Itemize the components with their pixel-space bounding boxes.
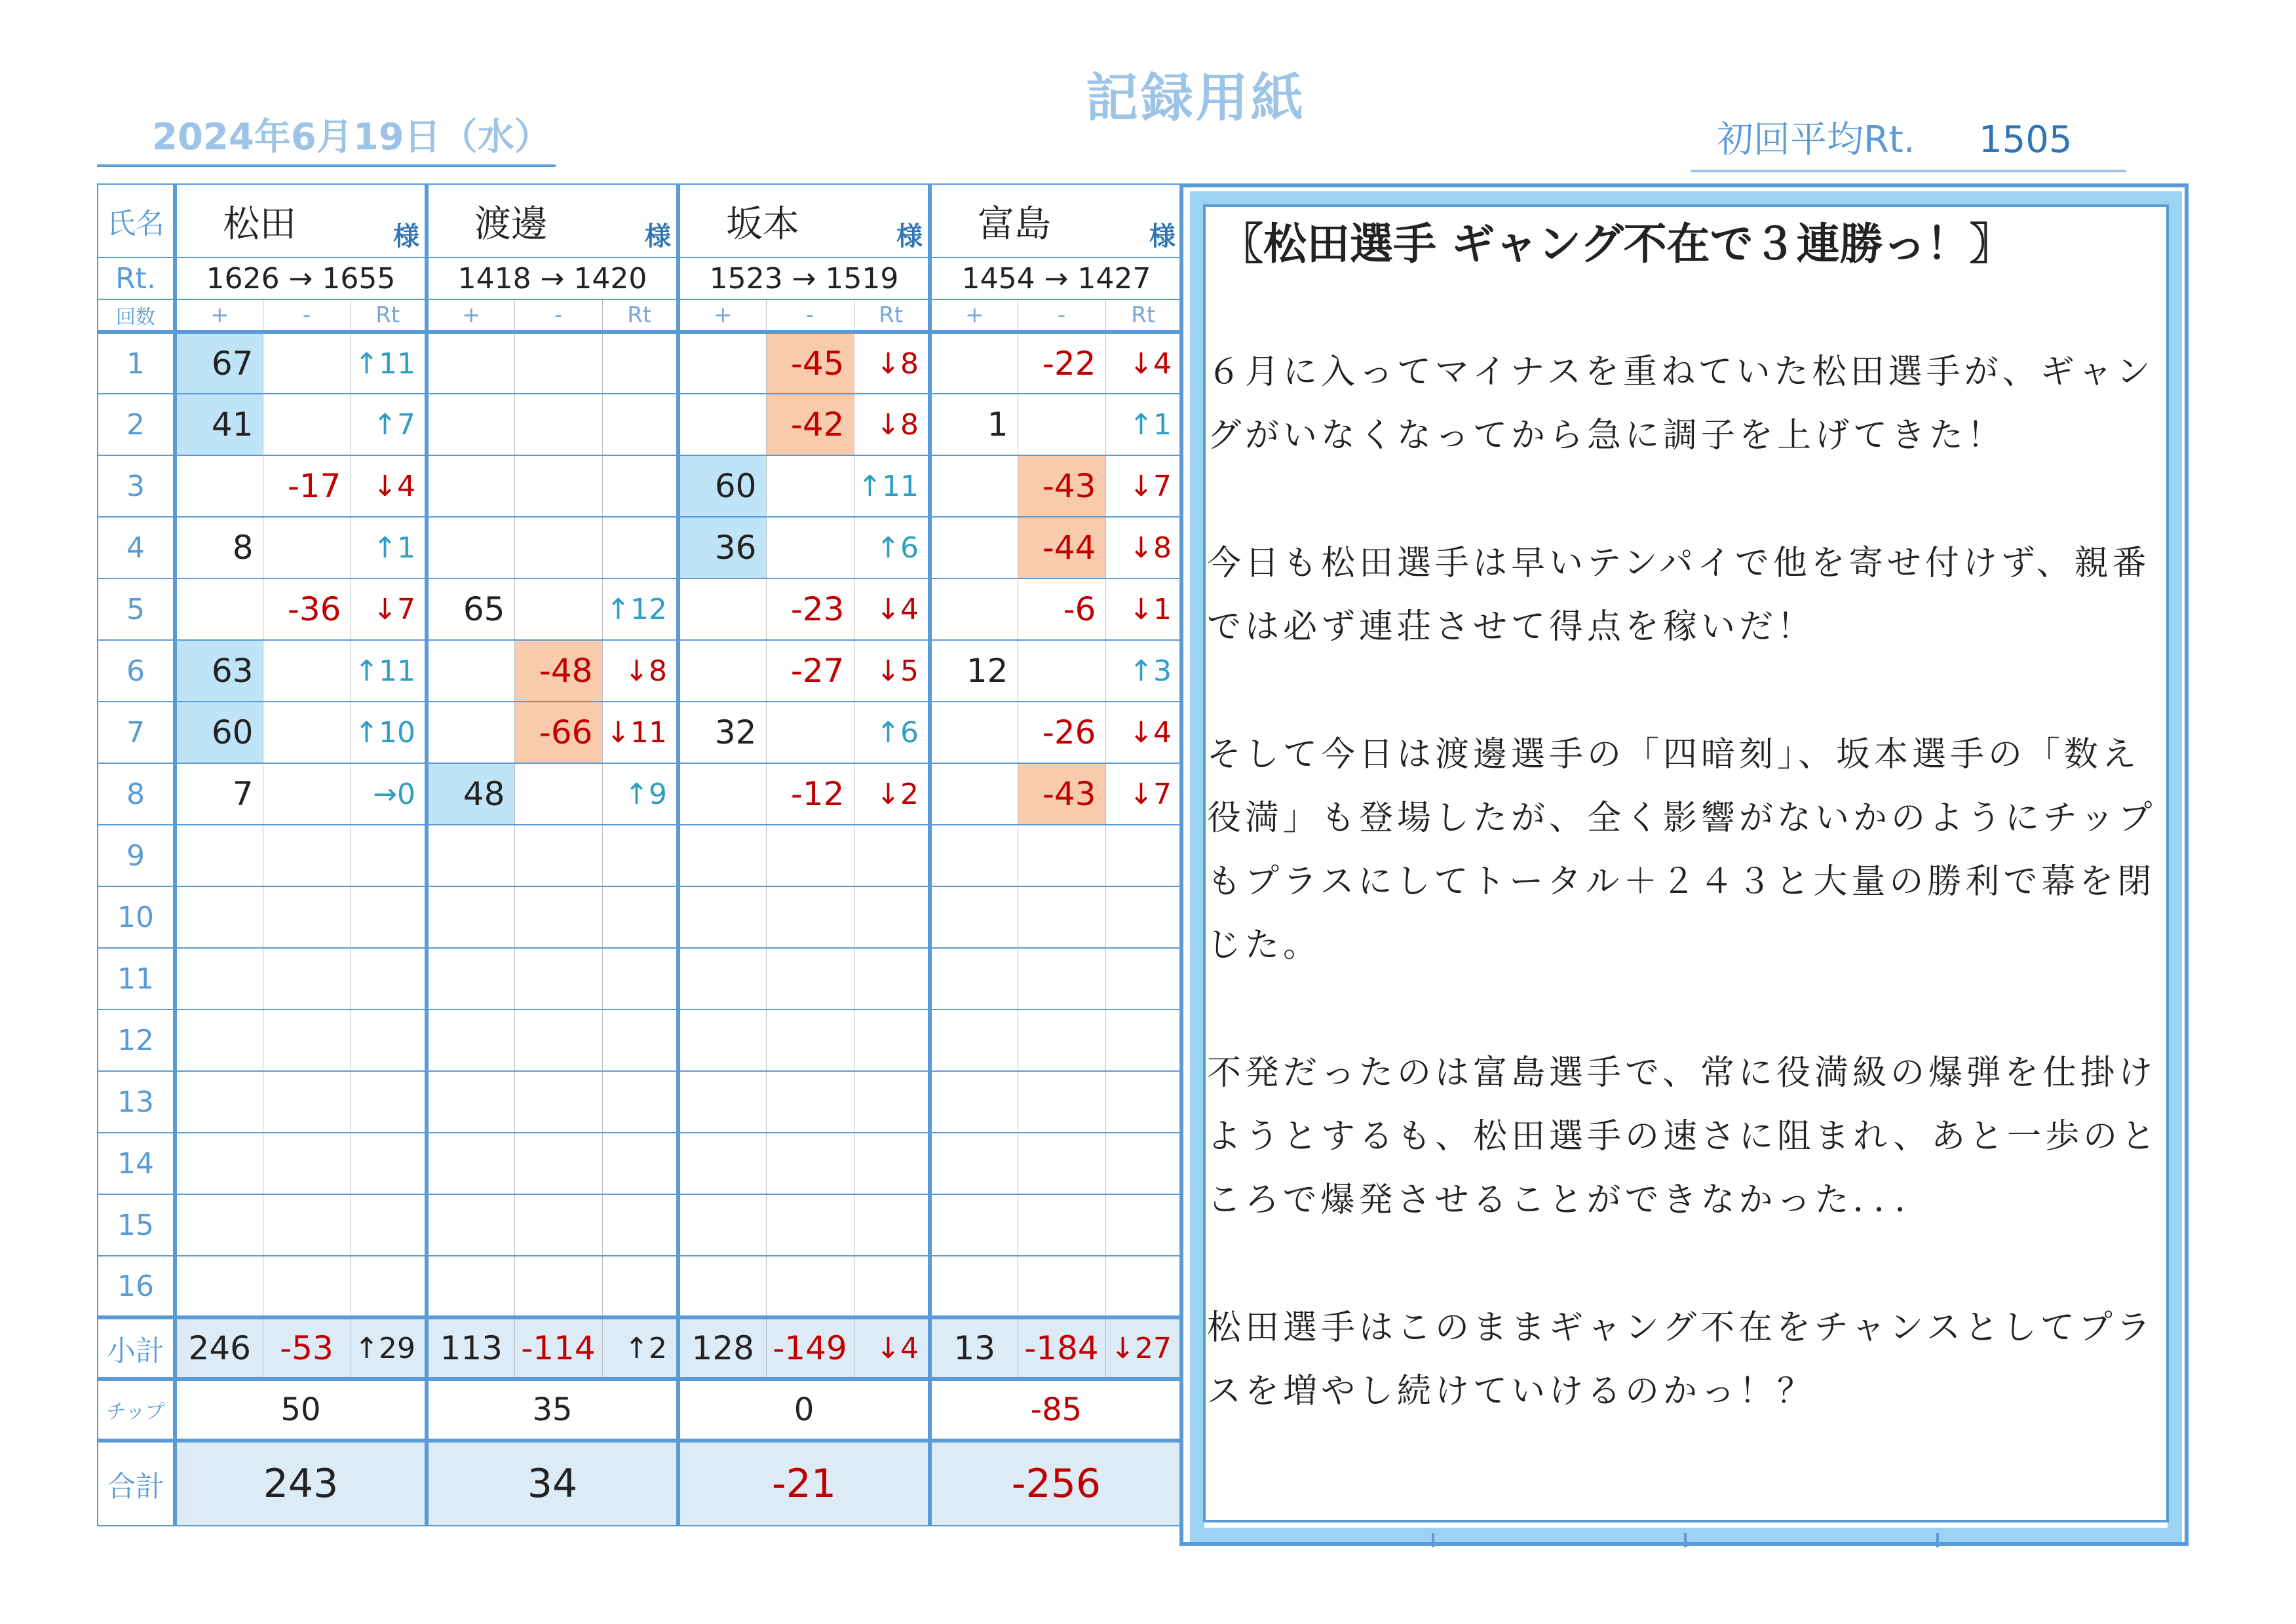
round-minus-score: -12: [766, 763, 854, 825]
round-minus-score: [263, 1133, 351, 1194]
round-minus-score: -48: [514, 640, 602, 702]
round-plus-score: [930, 578, 1018, 640]
commentary-paragraph: 今日も松田選手は早いテンパイで他を寄せ付けず、親番では必ず連荘させて得点を稼いだ！: [1207, 544, 2151, 647]
round-rating-change: [854, 1194, 930, 1256]
round-plus-score: [930, 948, 1018, 1010]
round-plus-score: [175, 825, 263, 886]
round-row: [98, 1194, 1181, 1256]
round-rating-change: ↑1: [351, 517, 427, 578]
round-plus-score: [930, 702, 1018, 763]
plus-header: +: [678, 299, 766, 332]
round-rating-change: [351, 886, 427, 948]
round-row: [98, 948, 1181, 1010]
round-rating-change: [854, 948, 930, 1010]
round-plus-score: [427, 948, 514, 1010]
round-minus-score: [263, 517, 351, 578]
round-minus-score: [1018, 1010, 1105, 1071]
date-field: 2024年6月19日（水）: [97, 108, 556, 167]
round-minus-score: [514, 1133, 602, 1194]
honorific-label: 様: [896, 221, 923, 252]
round-rating-change: ↑6: [854, 517, 930, 578]
round-rating-change: [854, 1010, 930, 1071]
round-plus-score: [175, 1256, 263, 1317]
subtotal-plus: 113: [427, 1317, 514, 1379]
round-minus-score: [263, 825, 351, 886]
round-rating-change: ↓2: [854, 763, 930, 825]
round-plus-score: [175, 578, 263, 640]
round-plus-score: [930, 1194, 1018, 1256]
minus-header: -: [1018, 299, 1105, 332]
round-minus-score: [766, 1194, 854, 1256]
commentary-paragraph: そして今日は渡邊選手の「四暗刻」、坂本選手の「数え役満」も登場したが、全く影響がないかのようにチップもプラスにしてトータル＋２４３と大量の勝利で幕を閉じた。: [1207, 735, 2156, 965]
round-rating-change: [602, 1133, 678, 1194]
round-rating-change: [351, 1256, 427, 1317]
round-rating-change: [602, 332, 678, 394]
subtotal-rating-change: ↑29: [351, 1317, 427, 1379]
round-minus-score: [1018, 1071, 1105, 1133]
round-plus-score: [175, 948, 263, 1010]
round-minus-score: [766, 825, 854, 886]
round-minus-score: [514, 1256, 602, 1317]
round-plus-score: [427, 455, 514, 517]
round-rating-change: ↓4: [854, 578, 930, 640]
round-minus-score: [766, 455, 854, 517]
round-plus-score: [175, 1194, 263, 1256]
total-row: [98, 1441, 1181, 1526]
round-minus-score: -23: [766, 578, 854, 640]
round-plus-score: [930, 825, 1018, 886]
round-minus-score: [263, 1071, 351, 1133]
round-number: 13: [98, 1071, 175, 1133]
subtotal-plus: 13: [930, 1317, 1018, 1379]
round-rating-change: ↑10: [351, 702, 427, 763]
round-number: 9: [98, 825, 175, 886]
initial-average-value: 1505: [1979, 119, 2073, 161]
round-number: 12: [98, 1010, 175, 1071]
player-rating: 1418 → 1420: [427, 257, 678, 299]
subtotal-minus: -53: [263, 1317, 351, 1379]
subtotal-minus: -149: [766, 1317, 854, 1379]
round-rating-change: [1105, 1071, 1181, 1133]
round-row: [98, 1010, 1181, 1071]
rt-header: Rt: [854, 299, 930, 332]
round-minus-score: [1018, 825, 1105, 886]
commentary-body: [1207, 341, 2170, 1488]
round-row: [98, 517, 1181, 578]
player-total: 243: [175, 1441, 427, 1526]
chip-label: チップ: [98, 1379, 175, 1441]
round-number: 11: [98, 948, 175, 1010]
round-minus-score: -66: [514, 702, 602, 763]
round-minus-score: [1018, 886, 1105, 948]
round-rating-change: ↓7: [1105, 455, 1181, 517]
subtotal-label: 小計: [98, 1317, 175, 1379]
round-rating-change: [351, 825, 427, 886]
round-minus-score: -22: [1018, 332, 1105, 394]
round-number: 16: [98, 1256, 175, 1317]
round-minus-score: -44: [1018, 517, 1105, 578]
round-plus-score: [427, 1194, 514, 1256]
round-rating-change: [854, 1133, 930, 1194]
initial-average-label: 初回平均Rt.: [1717, 119, 1915, 161]
subtotal-rating-change: ↑2: [602, 1317, 678, 1379]
round-plus-score: [175, 1133, 263, 1194]
round-minus-score: [1018, 394, 1105, 455]
round-plus-score: [678, 886, 766, 948]
round-number: 15: [98, 1194, 175, 1256]
round-minus-score: [263, 394, 351, 455]
rt-label: Rt.: [98, 257, 175, 299]
page-title: 記録用紙: [1086, 67, 1306, 128]
commentary-paragraph: 不発だったのは富島選手で、常に役満級の爆弾を仕掛けようとするも、松田選手の速さに阻まれ、あと一歩のところで爆発させることができなかった．．．: [1207, 1053, 2160, 1220]
round-plus-score: [427, 640, 514, 702]
player-chip: 35: [427, 1379, 678, 1441]
commentary-headline: 〖松田選手 ギャング不在で３連勝っ！〗: [1220, 219, 2013, 269]
initial-average-rating: [1691, 108, 2126, 172]
round-rating-change: [602, 394, 678, 455]
round-minus-score: -36: [263, 578, 351, 640]
player-name: 坂本: [726, 203, 799, 246]
subtotal-plus: 128: [678, 1317, 766, 1379]
round-minus-score: [263, 640, 351, 702]
round-plus-score: [678, 1010, 766, 1071]
minus-header: -: [514, 299, 602, 332]
minus-header: -: [263, 299, 351, 332]
round-plus-score: [175, 886, 263, 948]
round-rating-change: ↑1: [1105, 394, 1181, 455]
round-number: 7: [98, 702, 175, 763]
round-rating-change: ↓4: [1105, 702, 1181, 763]
player-name-cell: [175, 184, 427, 257]
round-rating-change: [351, 1010, 427, 1071]
round-plus-score: 12: [930, 640, 1018, 702]
round-plus-score: [930, 332, 1018, 394]
round-minus-score: [263, 1256, 351, 1317]
round-rating-change: ↑3: [1105, 640, 1181, 702]
round-minus-score: [1018, 1194, 1105, 1256]
round-minus-score: [263, 763, 351, 825]
round-plus-score: [930, 886, 1018, 948]
round-rating-change: ↑11: [351, 332, 427, 394]
round-rating-change: [351, 1133, 427, 1194]
round-minus-score: [766, 948, 854, 1010]
minus-header: -: [766, 299, 854, 332]
round-rating-change: ↓4: [351, 455, 427, 517]
round-plus-score: [930, 1133, 1018, 1194]
round-rating-change: ↑11: [351, 640, 427, 702]
round-minus-score: [766, 886, 854, 948]
round-row: [98, 1256, 1181, 1317]
round-rating-change: ↑9: [602, 763, 678, 825]
round-plus-score: [427, 1256, 514, 1317]
player-rating: 1523 → 1519: [678, 257, 930, 299]
round-rating-change: [854, 886, 930, 948]
round-minus-score: -42: [766, 394, 854, 455]
round-minus-score: [1018, 640, 1105, 702]
player-chip: -85: [930, 1379, 1181, 1441]
round-rating-change: ↑7: [351, 394, 427, 455]
round-minus-score: -26: [1018, 702, 1105, 763]
round-minus-score: [263, 886, 351, 948]
round-rating-change: ↓8: [1105, 517, 1181, 578]
round-minus-score: [514, 517, 602, 578]
round-plus-score: [678, 578, 766, 640]
plus-header: +: [930, 299, 1018, 332]
commentary-paragraph: ６月に入ってマイナスを重ねていた松田選手が、ギャングがいなくなってから急に調子を上げてきた！: [1207, 352, 2154, 455]
subtotal-plus: 246: [175, 1317, 263, 1379]
round-minus-score: -45: [766, 332, 854, 394]
round-plus-score: 60: [175, 702, 263, 763]
round-plus-score: [678, 332, 766, 394]
player-name: 渡邊: [474, 203, 548, 246]
rt-header: Rt: [602, 299, 678, 332]
round-plus-score: [930, 517, 1018, 578]
round-rating-change: ↑11: [854, 455, 930, 517]
round-plus-score: [678, 1133, 766, 1194]
round-minus-score: [766, 1256, 854, 1317]
round-minus-score: [766, 702, 854, 763]
round-rating-change: ↓7: [351, 578, 427, 640]
player-rating: 1626 → 1655: [175, 257, 427, 299]
round-plus-score: [427, 394, 514, 455]
round-number: 14: [98, 1133, 175, 1194]
round-rating-change: [351, 1194, 427, 1256]
round-rating-change: [351, 1071, 427, 1133]
round-rating-change: ↓11: [602, 702, 678, 763]
round-rating-change: ↓8: [602, 640, 678, 702]
round-plus-score: [427, 517, 514, 578]
round-number: 3: [98, 455, 175, 517]
round-minus-score: -27: [766, 640, 854, 702]
plus-header: +: [427, 299, 514, 332]
player-total: 34: [427, 1441, 678, 1526]
subtotal-rating-change: ↓27: [1105, 1317, 1181, 1379]
round-number: 1: [98, 332, 175, 394]
score-table: [97, 183, 1182, 1526]
player-name-cell: [427, 184, 678, 257]
round-plus-score: [678, 1194, 766, 1256]
round-plus-score: [678, 1256, 766, 1317]
round-plus-score: [678, 825, 766, 886]
round-plus-score: [175, 1010, 263, 1071]
round-row: [98, 702, 1181, 763]
round-minus-score: [263, 1010, 351, 1071]
round-row: [98, 578, 1181, 640]
round-rating-change: [602, 825, 678, 886]
round-number: 4: [98, 517, 175, 578]
round-plus-score: [930, 763, 1018, 825]
round-rating-change: [602, 1256, 678, 1317]
round-rating-change: ↓7: [1105, 763, 1181, 825]
round-plus-score: [678, 948, 766, 1010]
round-rating-change: ↓1: [1105, 578, 1181, 640]
round-rating-change: [1105, 1010, 1181, 1071]
name-label: 氏名: [98, 184, 175, 257]
round-minus-score: [766, 1071, 854, 1133]
round-number: 6: [98, 640, 175, 702]
subtotal-minus: -184: [1018, 1317, 1105, 1379]
round-minus-score: [514, 825, 602, 886]
honorific-label: 様: [393, 221, 419, 252]
round-number: 2: [98, 394, 175, 455]
round-rating-change: ↓4: [1105, 332, 1181, 394]
round-rating-change: [1105, 825, 1181, 886]
round-rating-change: [602, 517, 678, 578]
round-plus-score: 36: [678, 517, 766, 578]
round-rating-change: [602, 948, 678, 1010]
round-rating-change: [1105, 1133, 1181, 1194]
round-minus-score: [514, 578, 602, 640]
round-rating-change: ↑6: [854, 702, 930, 763]
player-chip: 0: [678, 1379, 930, 1441]
rt-header: Rt: [351, 299, 427, 332]
player-chip: 50: [175, 1379, 427, 1441]
rt-header: Rt: [1105, 299, 1181, 332]
round-row: [98, 1133, 1181, 1194]
round-plus-score: 48: [427, 763, 514, 825]
round-rating-change: [602, 455, 678, 517]
round-plus-score: [175, 1071, 263, 1133]
honorific-label: 様: [645, 221, 671, 252]
round-plus-score: [678, 640, 766, 702]
round-minus-score: [514, 1010, 602, 1071]
round-minus-score: -17: [263, 455, 351, 517]
rounds-label: 回数: [98, 299, 175, 332]
round-minus-score: [1018, 948, 1105, 1010]
round-rating-change: [602, 886, 678, 948]
round-minus-score: -6: [1018, 578, 1105, 640]
subtotal-row: [98, 1317, 1181, 1379]
round-plus-score: [930, 1010, 1018, 1071]
chip-row: [98, 1379, 1181, 1441]
round-plus-score: [678, 763, 766, 825]
round-number: 8: [98, 763, 175, 825]
round-rating-change: [602, 1194, 678, 1256]
commentary-paragraph: 松田選手はこのままギャング不在をチャンスとしてプラスを増やし続けていけるのかっ！？: [1207, 1308, 2154, 1411]
round-plus-score: 41: [175, 394, 263, 455]
column-header-row: [98, 299, 1181, 332]
round-rating-change: [602, 1071, 678, 1133]
round-rating-change: →0: [351, 763, 427, 825]
round-plus-score: 7: [175, 763, 263, 825]
plus-header: +: [175, 299, 263, 332]
round-rating-change: [1105, 1194, 1181, 1256]
round-minus-score: [514, 1071, 602, 1133]
round-row: [98, 640, 1181, 702]
bottom-grid-ticks: [1179, 1533, 2189, 1547]
honorific-label: 様: [1149, 221, 1176, 252]
round-row: [98, 394, 1181, 455]
round-rating-change: [854, 1071, 930, 1133]
round-plus-score: [678, 1071, 766, 1133]
subtotal-rating-change: ↓4: [854, 1317, 930, 1379]
round-rating-change: [1105, 948, 1181, 1010]
player-total: -21: [678, 1441, 930, 1526]
round-plus-score: 32: [678, 702, 766, 763]
round-rating-change: [602, 1010, 678, 1071]
round-rating-change: ↓8: [854, 332, 930, 394]
round-minus-score: [514, 394, 602, 455]
round-row: [98, 886, 1181, 948]
round-minus-score: [263, 1194, 351, 1256]
round-minus-score: [1018, 1133, 1105, 1194]
round-minus-score: [766, 1010, 854, 1071]
round-row: [98, 1071, 1181, 1133]
round-plus-score: [930, 1071, 1018, 1133]
round-row: [98, 825, 1181, 886]
round-row: [98, 763, 1181, 825]
round-rating-change: [854, 1256, 930, 1317]
round-row: [98, 455, 1181, 517]
round-rating-change: ↓5: [854, 640, 930, 702]
round-minus-score: [263, 332, 351, 394]
round-plus-score: [427, 1133, 514, 1194]
round-rating-change: [1105, 886, 1181, 948]
round-plus-score: [678, 394, 766, 455]
player-name-cell: [678, 184, 930, 257]
round-rating-change: [854, 825, 930, 886]
round-plus-score: 67: [175, 332, 263, 394]
player-name: 富島: [978, 203, 1051, 246]
round-plus-score: 63: [175, 640, 263, 702]
player-rating: 1454 → 1427: [930, 257, 1181, 299]
round-plus-score: [427, 886, 514, 948]
round-minus-score: -43: [1018, 763, 1105, 825]
round-plus-score: [427, 332, 514, 394]
round-minus-score: [514, 886, 602, 948]
round-minus-score: [514, 455, 602, 517]
round-minus-score: [514, 1194, 602, 1256]
round-minus-score: [514, 948, 602, 1010]
round-rating-change: ↓8: [854, 394, 930, 455]
round-number: 10: [98, 886, 175, 948]
round-plus-score: 60: [678, 455, 766, 517]
round-plus-score: [175, 455, 263, 517]
round-plus-score: 1: [930, 394, 1018, 455]
round-plus-score: [427, 1010, 514, 1071]
round-plus-score: 65: [427, 578, 514, 640]
round-rating-change: ↑12: [602, 578, 678, 640]
round-plus-score: 8: [175, 517, 263, 578]
round-plus-score: [930, 455, 1018, 517]
round-plus-score: [427, 1071, 514, 1133]
rating-row: [98, 257, 1181, 299]
player-total: -256: [930, 1441, 1181, 1526]
player-name: 松田: [223, 203, 296, 246]
round-row: [98, 332, 1181, 394]
round-minus-score: -43: [1018, 455, 1105, 517]
subtotal-minus: -114: [514, 1317, 602, 1379]
round-rating-change: [351, 948, 427, 1010]
round-plus-score: [427, 825, 514, 886]
round-minus-score: [263, 948, 351, 1010]
round-number: 5: [98, 578, 175, 640]
player-name-row: [98, 184, 1181, 257]
player-name-cell: [930, 184, 1181, 257]
round-plus-score: [930, 1256, 1018, 1317]
round-minus-score: [1018, 1256, 1105, 1317]
total-label: 合計: [98, 1441, 175, 1526]
round-minus-score: [514, 763, 602, 825]
round-minus-score: [766, 517, 854, 578]
round-plus-score: [427, 702, 514, 763]
round-rating-change: [1105, 1256, 1181, 1317]
round-minus-score: [514, 332, 602, 394]
round-minus-score: [263, 702, 351, 763]
round-minus-score: [766, 1133, 854, 1194]
